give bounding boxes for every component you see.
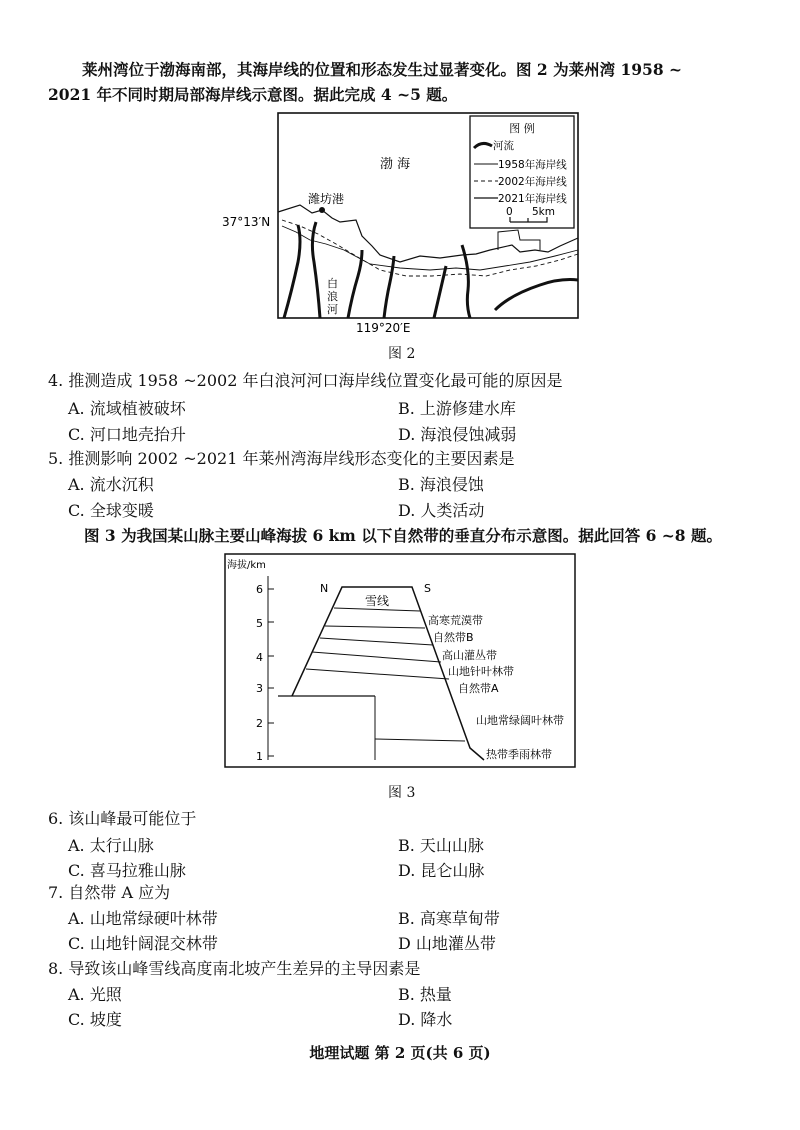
belt-line-shrub — [312, 652, 441, 662]
port-label: 潍坊港 — [308, 192, 345, 206]
rainforest-line — [375, 739, 465, 741]
belt-label-a: 自然带A — [458, 682, 499, 695]
legend-2021: 2021年海岸线 — [498, 193, 567, 205]
question-4-option-b: B. 上游修建水库 — [398, 399, 516, 418]
question-7-option-b: B. 高寒草甸带 — [398, 909, 500, 928]
belt-label-conifer: 山地针叶林带 — [448, 665, 514, 678]
ticks — [268, 589, 274, 756]
river-label-3: 河 — [327, 303, 338, 316]
fig3-frame — [225, 554, 575, 767]
intro-line-1: 莱州湾位于渤海南部，其海岸线的位置和形态发生过显著变化。图 2 为莱州湾 1958 ~ — [82, 60, 682, 79]
scale-zero: 0 — [506, 206, 513, 218]
belt-line-desert — [325, 626, 425, 628]
river-east-1 — [384, 256, 394, 318]
tick-label-5: 5 — [256, 617, 263, 630]
question-8-option-c: C. 坡度 — [68, 1010, 122, 1029]
belt-label-alpine-shrub: 高山灌丛带 — [442, 649, 497, 662]
belt-label-rainforest: 热带季雨林带 — [486, 748, 552, 761]
legend-river: 河流 — [493, 140, 514, 152]
lon-label: 119°20′E — [356, 321, 411, 335]
question-6-option-d: D. 昆仑山脉 — [398, 861, 485, 880]
question-6-option-b: B. 天山山脉 — [398, 836, 484, 855]
question-8-option-d: D. 降水 — [398, 1010, 453, 1029]
river-east-3 — [462, 245, 470, 318]
belt-line-conifer — [306, 669, 449, 679]
question-5-stem: 5. 推测影响 2002 ~2021 年莱州湾海岸线形态变化的主要因素是 — [48, 449, 515, 468]
river-west — [284, 225, 300, 318]
tick-label-1: 1 — [256, 750, 263, 763]
question-8-option-b: B. 热量 — [398, 985, 452, 1004]
legend-2002: 2002年海岸线 — [498, 176, 567, 188]
tick-label-6: 6 — [256, 583, 263, 596]
figure-2-map — [0, 0, 800, 340]
tick-label-2: 2 — [256, 717, 263, 730]
belt-label-alpine-desert: 高寒荒漠带 — [428, 614, 483, 627]
scale-km: 5km — [532, 206, 555, 218]
tick-label-3: 3 — [256, 682, 263, 695]
question-7-option-a: A. 山地常绿硬叶林带 — [68, 909, 218, 928]
question-7-option-c: C. 山地针阔混交林带 — [68, 934, 218, 953]
figure-2-caption: 图 2 — [388, 346, 416, 362]
question-6-option-a: A. 太行山脉 — [68, 836, 154, 855]
belt-label-evergreen: 山地常绿阔叶林带 — [476, 714, 564, 727]
river-bailang — [312, 222, 320, 318]
question-4-option-d: D. 海浪侵蚀减弱 — [398, 425, 517, 444]
question-7-option-d: D 山地灌丛带 — [398, 934, 496, 953]
river-label-1: 白 — [327, 277, 338, 290]
coastline-1958 — [282, 226, 578, 270]
tick-label-4: 4 — [256, 651, 263, 664]
river-label-2: 浪 — [327, 290, 338, 303]
question-4-option-a: A. 流域植被破坏 — [68, 399, 186, 418]
south-label: S — [424, 582, 431, 595]
question-7-stem: 7. 自然带 A 应为 — [48, 883, 171, 902]
question-6-stem: 6. 该山峰最可能位于 — [48, 809, 197, 828]
belt-line-b — [320, 638, 433, 645]
question-8-stem: 8. 导致该山峰雪线高度南北坡产生差异的主导因素是 — [48, 959, 421, 978]
belt-label-b: 自然带B — [433, 631, 474, 644]
legend-1958: 1958年海岸线 — [498, 159, 567, 171]
question-8-option-a: A. 光照 — [68, 985, 122, 1004]
legend-title: 图 例 — [509, 122, 535, 135]
question-4-stem: 4. 推测造成 1958 ~2002 年白浪河河口海岸线位置变化最可能的原因是 — [48, 371, 563, 390]
question-5-option-a: A. 流水沉积 — [68, 475, 154, 494]
question-5-option-b: B. 海浪侵蚀 — [398, 475, 484, 494]
snowline-label: 雪线 — [365, 594, 390, 608]
river-middle — [348, 250, 362, 318]
page-footer: 地理试题 第 2 页(共 6 页) — [309, 1044, 491, 1062]
question-5-option-c: C. 全球变暖 — [68, 501, 154, 520]
north-label: N — [320, 582, 329, 595]
figure-3-caption: 图 3 — [388, 785, 416, 801]
question-4-option-c: C. 河口地壳抬升 — [68, 425, 186, 444]
question-5-option-d: D. 人类活动 — [398, 501, 485, 520]
lat-label: 37°13′N — [222, 215, 271, 229]
snowline-boundary — [334, 608, 420, 611]
sea-label: 渤 海 — [380, 157, 411, 172]
intro-line-2: 2021 年不同时期局部海岸线示意图。据此完成 4 ~5 题。 — [48, 85, 458, 104]
intro-2: 图 3 为我国某山脉主要山峰海拔 6 km 以下自然带的垂直分布示意图。据此回答 6 ~8 题。 — [84, 526, 722, 545]
river-east-4 — [495, 280, 578, 310]
river-east-2 — [434, 266, 446, 318]
fig3-ylabel: 海拔/km — [227, 560, 266, 571]
question-6-option-c: C. 喜马拉雅山脉 — [68, 861, 186, 880]
figure-3-diagram — [0, 548, 800, 768]
